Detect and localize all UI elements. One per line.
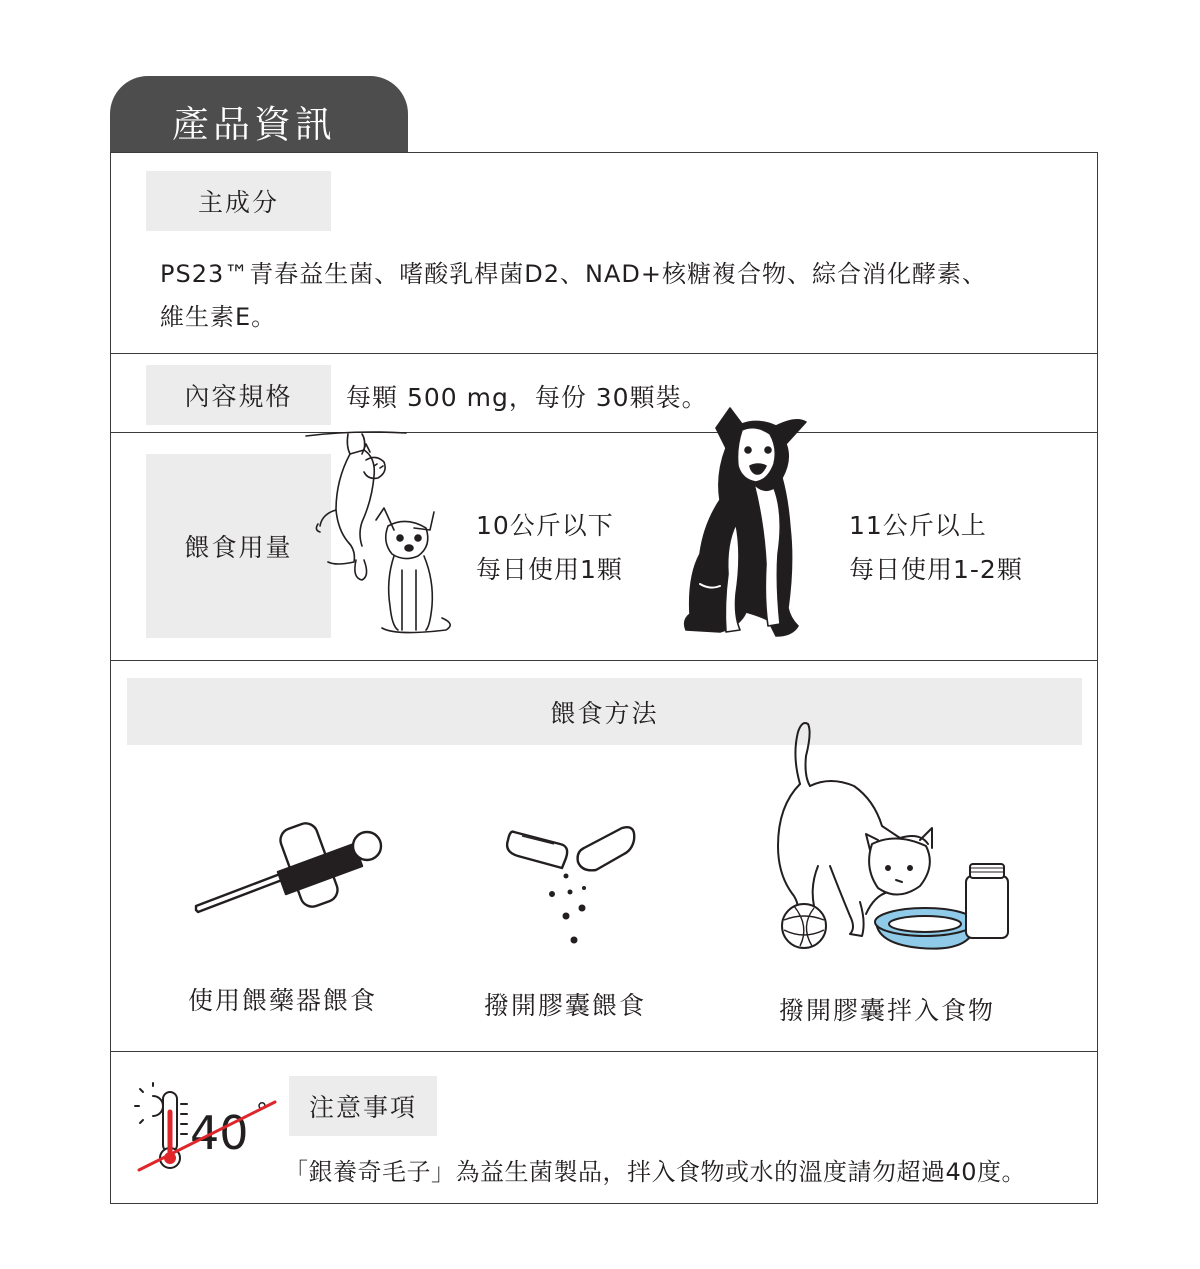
ingredients-text bbox=[160, 253, 987, 339]
cat-eating-from-bowl-illustration bbox=[770, 716, 1020, 966]
ingredients-label: 主成分 bbox=[146, 171, 331, 231]
notice-label: 注意事項 bbox=[289, 1076, 437, 1136]
dosage-large-weight: 11公斤以上 bbox=[849, 511, 987, 540]
dosage-large-amount: 每日使用1-2顆 bbox=[849, 555, 1023, 584]
method-caption-mix-food: 撥開膠囊拌入食物 bbox=[779, 996, 996, 1025]
notice-text: 「銀養奇毛子」為益生菌製品，拌入食物或水的溫度請勿超過40度。 bbox=[284, 1158, 1027, 1186]
section-header-tab bbox=[110, 76, 408, 152]
section-title: 產品資訊 bbox=[172, 103, 336, 146]
method-label: 餵食方法 bbox=[127, 678, 1082, 745]
divider bbox=[110, 353, 1098, 354]
cat-and-small-dog-illustration bbox=[306, 430, 456, 640]
temperature-figure: 40 bbox=[190, 1106, 249, 1160]
dosage-small-amount: 每日使用1顆 bbox=[476, 555, 623, 584]
divider bbox=[110, 660, 1098, 661]
ingredients-line-2: 維生素E。 bbox=[160, 303, 277, 331]
open-capsule-icon bbox=[504, 822, 638, 952]
dosage-small-weight: 10公斤以下 bbox=[476, 511, 614, 540]
prohibition-slash bbox=[133, 1098, 283, 1178]
large-dog-illustration bbox=[680, 404, 810, 648]
method-caption-capsule: 撥開膠囊餵食 bbox=[484, 991, 647, 1020]
temperature-unit: ° bbox=[256, 1098, 268, 1126]
divider bbox=[110, 1051, 1098, 1052]
ingredients-line-1: PS23™青春益生菌、嗜酸乳桿菌D2、NAD+核糖複合物、綜合消化酵素、 bbox=[160, 260, 987, 288]
method-caption-syringe: 使用餵藥器餵食 bbox=[188, 986, 378, 1015]
dosage-label: 餵食用量 bbox=[146, 454, 331, 638]
pill-syringe-icon bbox=[190, 810, 390, 920]
spec-label: 內容規格 bbox=[146, 365, 331, 425]
spec-value: 每顆 500 mg，每份 30顆裝。 bbox=[346, 383, 708, 412]
divider bbox=[110, 432, 1098, 433]
